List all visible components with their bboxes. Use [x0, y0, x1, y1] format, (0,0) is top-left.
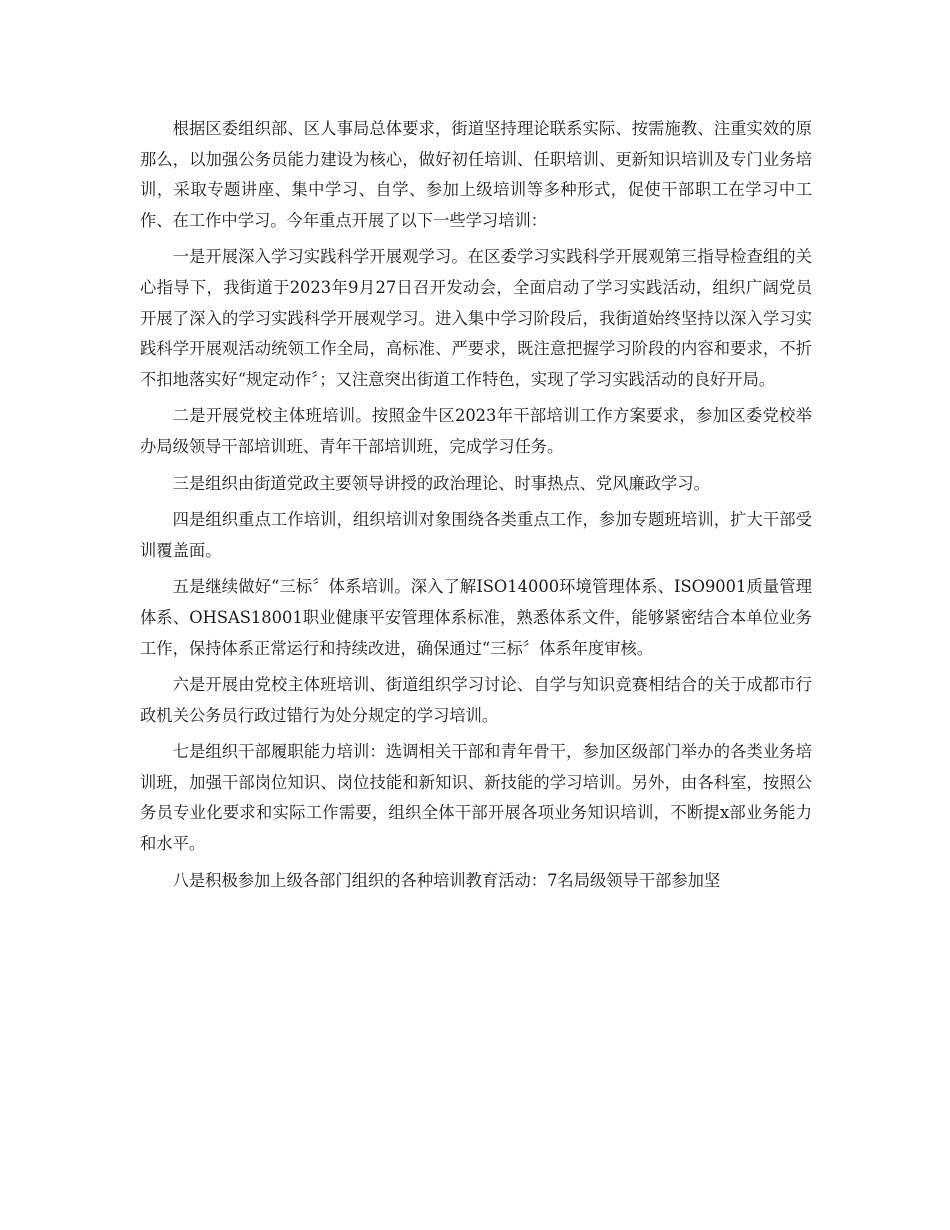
paragraph-item-8: 八是积极参加上级各部门组织的各种培训教育活动：7名局级领导干部参加坚: [172, 870, 721, 890]
paragraph-item-3: 三是组织由街道党政主要领导讲授的政治理论、时事热点、党风廉政学习。: [172, 473, 710, 493]
paragraph-item-2: 二是开展党校主体班培训。按照金牛区2023年干部培训工作方案要求，参加区委党校举办局级领导干部培训班、青年干部培训班，完成学习任务。: [140, 406, 812, 456]
paragraph-intro: 根据区委组织部、区人事局总体要求，街道坚持理论联系实际、按需施教、注重实效的原那么，以加强公务员能力建设为核心，做好初任培训、任职培训、更新知识培训及专门业务培训，采取专题讲座、集中学习、自学、参加上级培训等多种形式，促使干部职工在学习中工作、在工作中学习。今年重点开展了以下一些学习培训：: [140, 119, 812, 230]
paragraph-item-1: 一是开展深入学习实践科学开展观学习。在区委学习实践科学开展观第三指导检查组的关心指导下，我街道于2023年9月27日召开发动会，全面启动了学习实践活动，组织广阔党员开展了深入的学习实践科学开展观学习。进入集中学习阶段后，我街道始终坚持以深入学习实践科学开展观活动统领工作全局，高标准、严要求，既注意把握学习阶段的内容和要求，不折不扣地落实好“规定动作〞；又注意突出街道工作特色，实现了学习实践活动的良好开局。: [140, 247, 812, 389]
paragraph-item-4: 四是组织重点工作培训，组织培训对象围绕各类重点工作，参加专题班培训，扩大干部受训覆盖面。: [140, 510, 812, 560]
paragraph-item-5: 五是继续做好“三标〞体系培训。深入了解ISO14000环境管理体系、ISO9001质量管理体系、OHSAS18001职业健康平安管理体系标准，熟悉体系文件，能够紧密结合本单位业务工作，保持体系正常运行和持续改进，确保通过“三标〞体系年度审核。: [140, 577, 812, 658]
document-body: [140, 114, 812, 902]
paragraph-item-7: 七是组织干部履职能力培训：选调相关干部和青年骨干，参加区级部门举办的各类业务培训班，加强干部岗位知识、岗位技能和新知识、新技能的学习培训。另外，由各科室，按照公务员专业化要求和实际工作需要，组织全体干部开展各项业务知识培训，不断提x部业务能力和水平。: [140, 742, 812, 854]
paragraph-item-6: 六是开展由党校主体班培训、街道组织学习讨论、自学与知识竞赛相结合的关于成都市行政机关公务员行政过错行为处分规定的学习培训。: [140, 675, 812, 725]
